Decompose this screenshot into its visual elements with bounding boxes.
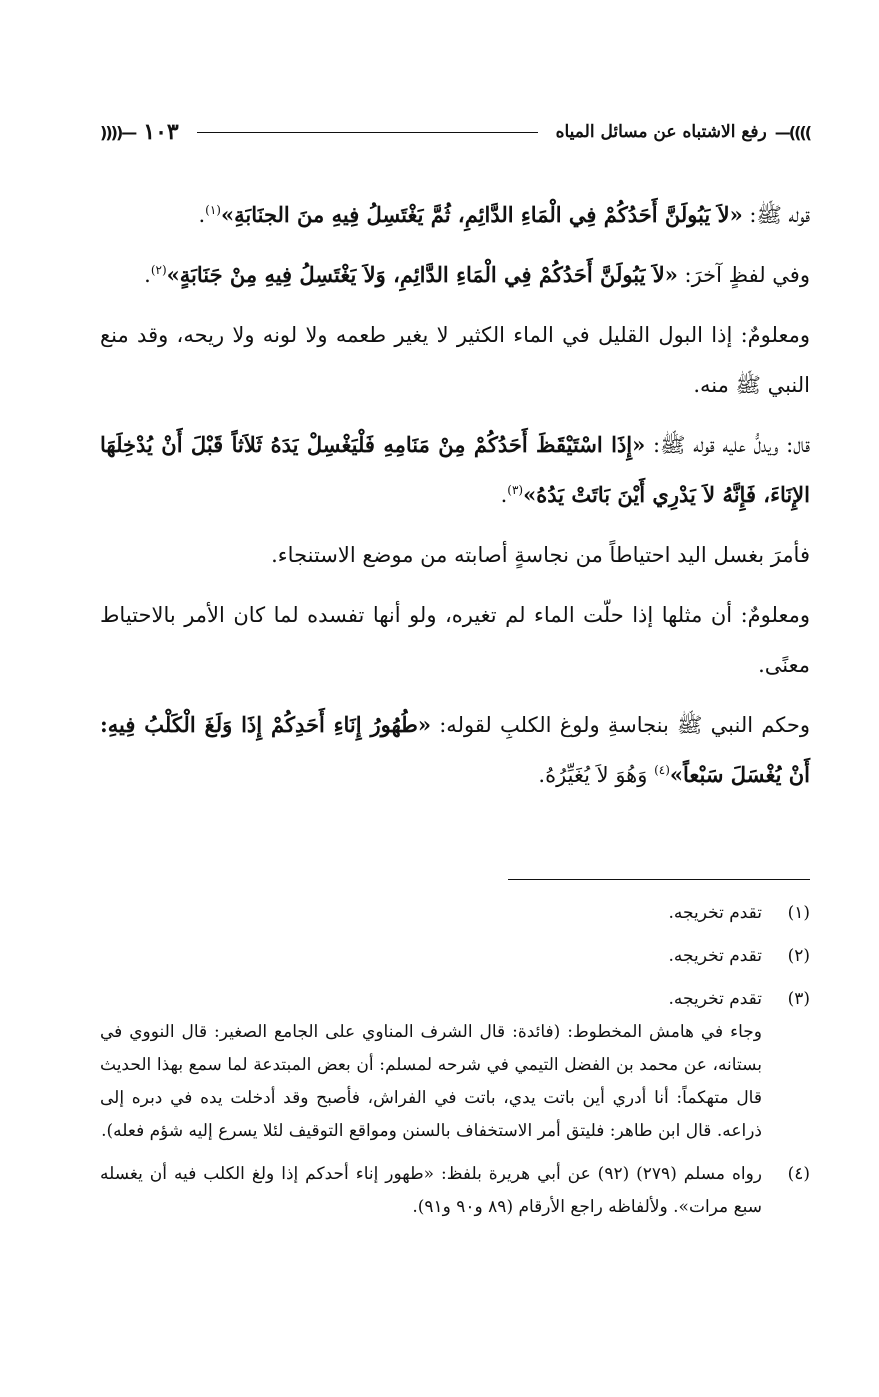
paragraph-6: ومعلومٌ: أن مثلها إذا حلّت الماء لم تغيره، ولو أنها تفسده لما كان الأمر بالاحتياط معنًى. (100, 603, 811, 677)
footnote-number: (١) (787, 903, 810, 923)
main-text (100, 190, 810, 810)
paragraph-3: ومعلومٌ: إذا البول القليل في الماء الكثير لا يغير طعمه ولا لونه ولا ريحه، وقد منع النبي ﷺ منه. (100, 323, 810, 397)
footnote-ref[interactable]: (١) (205, 203, 221, 217)
footnote-ref[interactable]: (٢) (150, 263, 167, 277)
footnote-extra-text: وجاء في هامش المخطوط: (فائدة: قال الشرف المناوي على الجامع الصغير: قال النووي في بستانه، عن محمد بن الفضل التيمي في شرحه لمسلم: أن بعض المبتدعة لما سمع بهذا الحديث قال متهكماً: أنا أدري أين باتت يدي، باتت في الفراش، فأصبح وقد أدخلت يده في دبره إلى ذراعه. قال ابن طاهر: فليتق أمر الاستخفاف بالسنن ومواقع التوقيف لئلا يسرع إليه شؤم فعله). (100, 1022, 762, 1141)
page-header (100, 112, 810, 152)
footnote-4 (100, 1158, 810, 1224)
running-title: رفع الاشتباه عن مسائل المياه (555, 122, 767, 142)
footnote-number: (٤) (787, 1164, 810, 1184)
footnote-separator (508, 879, 810, 880)
footnote-1 (100, 897, 810, 930)
paragraph-4: قال: ويدلُّ عليه قوله ﷺ: «إِذَا اسْتَيْقَظَ أَحَدُكُمْ مِنْ مَنَامِهِ فَلْيَغْسِلْ يَدَهُ ثَلاَثاً قَبْلَ أَنْ يُدْخِلَهَا الإِنَاءَ، فَإِنَّهُ لاَ يَدْرِي أَيْنَ بَاتَتْ يَدُهُ»$^{(٣)}$. (100, 432, 810, 507)
hadith-quote: «إِذَا اسْتَيْقَظَ أَحَدُكُمْ مِنْ مَنَامِهِ فَلْيَغْسِلْ يَدَهُ ثَلاَثاً قَبْلَ أَنْ يُدْخِلَهَا الإِنَاءَ، فَإِنَّهُ لاَ يَدْرِي أَيْنَ بَاتَتْ يَدُهُ» (100, 432, 810, 507)
footnote-number: (٢) (787, 946, 810, 966)
footnote-text: تقدم تخريجه. (668, 989, 762, 1009)
footnote-text: رواه مسلم (٢٧٩) (٩٢) عن أبي هريرة بلفظ: «طهور إناء أحدكم إذا ولغ الكلب فيه أن يغسله سبع مرات». ولألفاظه راجع الأرقام (٨٩ و٩٠ و٩١). (100, 1164, 762, 1217)
footnote-ref[interactable]: (٣) (507, 483, 524, 497)
header-rule (197, 132, 538, 133)
hadith-quote: «لاَ يَبُولَنَّ أَحَدُكُمْ فِي الْمَاءِ الدَّائِمِ، وَلاَ يَغْتَسِلُ فِيهِ مِنْ جَنَابَةٍ» (166, 262, 678, 287)
hadith-quote: «لاَ يَبُولَنَّ أَحَدُكُمْ فِي الْمَاءِ الدَّائِمِ، ثُمَّ يَغْتَسِلُ فِيهِ منَ الجنَابَةِ» (220, 202, 743, 227)
paragraph-7: وحكم النبي ﷺ بنجاسةِ ولوغ الكلبِ لقوله: «طُهُورُ إِنَاءِ أَحَدِكُمْ إِذَا وَلَغَ الْكَلْبُ فِيهِ: أَنْ يُغْسَلَ سَبْعاً»$^{(٤)}$ وَهُوَ لاَ يُغَيِّرُهُ. (100, 712, 810, 787)
header-ornament-left: ))))— (100, 122, 136, 142)
footnote-ref[interactable]: (٤) (654, 763, 670, 777)
footnotes (100, 897, 810, 1234)
paragraph-1: قوله ﷺ: «لاَ يَبُولَنَّ أَحَدُكُمْ فِي الْمَاءِ الدَّائِمِ، ثُمَّ يَغْتَسِلُ فِيهِ منَ الجنَابَةِ»$^{(١)}$. (198, 202, 810, 227)
footnote-text: تقدم تخريجه. (668, 903, 762, 923)
header-ornament-right: —(((( (774, 122, 810, 142)
footnote-3 (100, 983, 810, 1148)
footnote-number: (٣) (787, 989, 810, 1009)
page-number: ١٠٣ (143, 119, 179, 145)
hadith-quote: «طُهُورُ إِنَاءِ أَحَدِكُمْ إِذَا وَلَغَ الْكَلْبُ فِيهِ: أَنْ يُغْسَلَ سَبْعاً» (100, 712, 810, 787)
footnote-2 (100, 940, 810, 973)
paragraph-5: فأمرَ بغسل اليد احتياطاً من نجاسةٍ أصابته من موضع الاستنجاء. (271, 543, 810, 567)
footnote-text: تقدم تخريجه. (668, 946, 762, 966)
paragraph-2: وفي لفظٍ آخرَ: «لاَ يَبُولَنَّ أَحَدُكُمْ فِي الْمَاءِ الدَّائِمِ، وَلاَ يَغْتَسِلُ فِيهِ مِنْ جَنَابَةٍ»$^{(٢)}$. (144, 262, 810, 287)
